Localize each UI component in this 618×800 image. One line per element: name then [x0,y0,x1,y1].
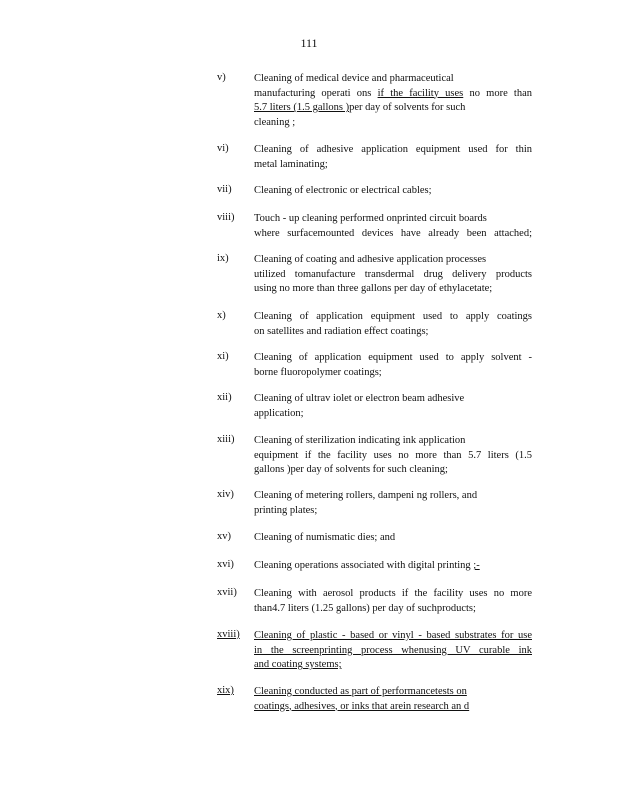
text-segment: Cleaning with aerosol products if the facility uses no more [254,588,532,599]
text-segment: metal laminating; [254,158,328,170]
item-text [254,310,532,339]
text-line [254,268,532,283]
item-number: xv) [217,531,231,542]
item-number: xvi) [217,559,234,570]
text-segment: Cleaning of adhesive application equipment used for thin [254,144,532,155]
text-line [254,227,532,242]
text-line [254,253,532,268]
text-segment: Cleaning of numismatic dies; and [254,532,396,543]
item-number: vi) [217,143,229,154]
underlined-text: Cleaning conducted as part of performancetests on [254,686,467,697]
text-line [254,407,532,422]
underlined-text: and coating systems; [254,659,342,670]
item-number: x) [217,310,226,321]
item-number: v) [217,72,226,83]
underlined-text: coatings, adhesives, or inks that arein research an d [254,700,470,712]
item-number: xviii) [217,629,240,640]
item-number: viii) [217,212,235,223]
item-text [254,72,532,130]
text-line [254,559,532,574]
text-segment: Touch - up cleaning performed onprinted circuit boards [254,213,487,224]
text-segment: utilized tomanufacture transdermal drug delivery products [254,268,532,280]
item-number: xvii) [217,587,237,598]
item-text [254,559,532,574]
text-segment: using no more than three gallons per day of ethylacetate; [254,283,493,294]
text-line [254,158,532,173]
text-segment: per day of solvents for such [349,102,466,113]
text-line [254,602,532,617]
text-line [254,87,532,102]
text-line [254,531,532,546]
item-text [254,143,532,172]
underlined-text: if the facility uses [377,87,464,99]
text-line [254,489,532,504]
item-number: xiv) [217,489,234,500]
text-segment: Cleaning of coating and adhesive application processes [254,254,487,265]
item-text [254,253,532,297]
item-number: xi) [217,351,229,362]
item-text [254,392,532,421]
text-segment: Cleaning of metering rollers, dampeni ng rollers, and [254,490,478,501]
text-line [254,143,532,158]
text-segment: borne fluoropolymer coatings; [254,366,382,378]
underlined-text: in the screenprinting process whenusing UV curable ink [254,644,532,656]
text-segment: equipment if the facility uses no more than 5.7 liters (1.5 [254,449,532,461]
text-line [254,282,532,297]
text-line [254,504,532,519]
text-segment: Cleaning of sterilization indicating ink application [254,435,466,446]
text-line [254,392,532,407]
text-line [254,325,532,340]
text-line [254,463,532,478]
text-segment: application; [254,407,304,419]
text-segment: printing plates; [254,504,318,516]
text-segment: where surfacemounted devices have already been attached; [254,227,532,239]
item-text [254,351,532,380]
text-segment: Cleaning of electronic or electrical cables; [254,185,432,196]
text-segment: no more than [463,87,533,99]
item-text [254,685,532,714]
text-line [254,101,532,116]
text-segment: cleaning ; [254,116,296,128]
text-line [254,658,532,673]
text-line [254,184,532,199]
text-segment: gallons )per day of solvents for such cleaning; [254,464,448,475]
item-text [254,212,532,241]
underlined-text: 5.7 liters (1.5 gallons ) [254,102,350,113]
underlined-text: Cleaning of plastic - based or vinyl - based substrates for use [254,630,532,641]
item-text [254,434,532,478]
text-segment: Cleaning operations associated with digital printing [254,560,474,571]
text-line [254,700,532,715]
text-line [254,212,532,227]
item-number: xii) [217,392,232,403]
text-line [254,587,532,602]
text-segment: Cleaning of medical device and pharmaceutical [254,73,454,84]
text-segment: Cleaning of application equipment used to apply solvent - [254,352,532,363]
text-segment: Cleaning of ultrav iolet or electron beam adhesive [254,393,465,404]
text-line [254,72,532,87]
item-number: xix) [217,685,234,696]
item-number: vii) [217,184,232,195]
text-segment: than4.7 liters (1.25 gallons) per day of suchproducts; [254,602,476,614]
text-line [254,351,532,366]
text-line [254,116,532,131]
item-text [254,489,532,518]
item-text [254,531,532,546]
text-line [254,629,532,644]
text-line [254,685,532,700]
item-text [254,587,532,616]
text-segment: manufacturing operati ons [254,87,378,99]
item-text [254,184,532,199]
page-number: 111 [300,36,318,50]
item-number: xiii) [217,434,235,445]
text-segment: on satellites and radiation effect coatings; [254,325,429,337]
text-line [254,310,532,325]
underlined-text: ;- [473,560,480,571]
item-number: ix) [217,253,229,264]
text-line [254,366,532,381]
text-line [254,449,532,464]
text-line [254,644,532,659]
item-text [254,629,532,673]
text-segment: Cleaning of application equipment used to apply coatings [254,311,532,322]
text-line [254,434,532,449]
